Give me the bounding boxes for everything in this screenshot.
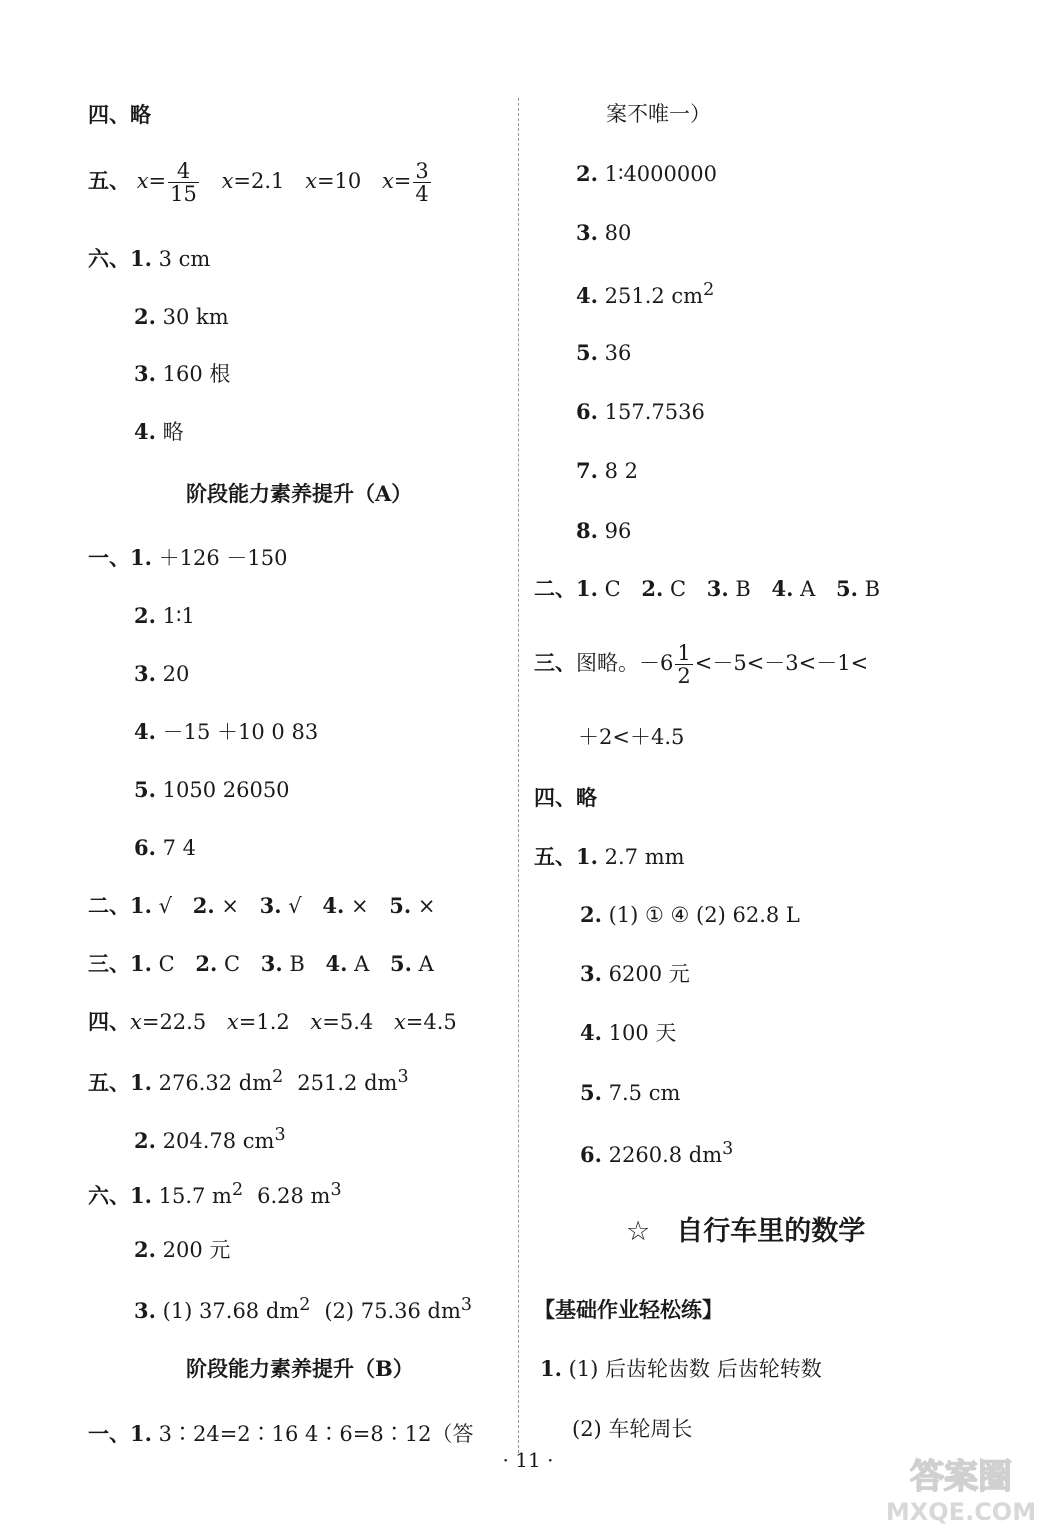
- answer-b-1-2: 2. 1∶4000000: [576, 161, 717, 186]
- section-title-a: 阶段能力素养提升（A）: [186, 481, 413, 506]
- answer-b-1-3: 3. 80: [576, 220, 632, 245]
- answer-a-5-2: 2. 204.78 $cm^3$: [134, 1125, 286, 1153]
- section-title-b: 阶段能力素养提升（B）: [186, 1356, 414, 1381]
- fraction: $\frac{4}{15}$: [170, 159, 197, 207]
- svg-text:答案圈: 答案圈: [910, 1457, 1012, 1497]
- answer-b-1-1-continued: 案不唯一）: [606, 102, 711, 126]
- answer-b-1-1: 一、1. 3∶24=2∶16 4∶6=8∶12（答: [88, 1421, 474, 1446]
- answer-basic-1-2: (2) 车轮周长: [572, 1417, 693, 1441]
- answer-6-2: 2. 30 km: [134, 304, 229, 329]
- answer-6-1: 六、1. 3 cm: [88, 246, 211, 271]
- answer-b-1-4: 4. 251.2 $cm^2$: [576, 280, 715, 308]
- answer-b-5-6: 6. 2260.8 $dm^3$: [580, 1139, 734, 1167]
- answer-b-3: 三、图略。－6 $\frac{1}{2}$ <－5<－3<－1<: [534, 641, 869, 689]
- answer-a-1-5: 5. 1050 26050: [134, 777, 290, 802]
- answer-a-6-2: 2. 200 元: [134, 1237, 231, 1262]
- page-number: · 11 ·: [502, 1448, 554, 1472]
- fraction: $\frac{1}{2}$: [677, 641, 691, 689]
- answer-b-1-8: 8. 96: [576, 518, 632, 543]
- answer-b-1-6: 6. 157.7536: [576, 399, 705, 424]
- answer-b-1-7: 7. 8 2: [576, 458, 639, 483]
- subsection-title: 【基础作业轻松练】: [534, 1297, 723, 1322]
- answer-b-5-3: 3. 6200 元: [580, 961, 690, 986]
- answer-a-6-1: 六、1. 15.7 $m^2$ 6.28 $m^3$: [88, 1180, 342, 1208]
- svg-text:MXQE.COM: MXQE.COM: [885, 1498, 1037, 1526]
- fraction: $\frac{3}{4}$: [415, 159, 429, 207]
- answer-5-equations: 五、 x= $\frac{4}{15}$ x=2.1 x=10 x= $\frac{3}{4}$: [88, 159, 429, 207]
- answer-b-2: 二、1. C 2. C 3. B 4. A 5. B: [534, 576, 881, 601]
- chapter-title: ☆ 自行车里的数学: [626, 1216, 866, 1247]
- answer-a-1-2: 2. 1∶1: [134, 603, 195, 628]
- watermark-icon: [876, 1448, 1046, 1528]
- answer-b-4: 四、略: [534, 785, 597, 810]
- answer-6-3: 3. 160 根: [134, 361, 231, 386]
- answer-b-5-4: 4. 100 天: [580, 1020, 677, 1045]
- answer-b-5-1: 五、1. 2.7 mm: [534, 844, 685, 869]
- answer-b-5-2: 2. (1) ① ④ (2) 62.8 L: [580, 902, 800, 927]
- answer-b-1-5: 5. 36: [576, 340, 632, 365]
- watermark-logo: [876, 1448, 1046, 1528]
- star-icon: ☆: [626, 1216, 651, 1247]
- answer-a-4: 四、x=22.5 x=1.2 x=5.4 x=4.5: [88, 1009, 457, 1034]
- answer-a-3: 三、1. C 2. C 3. B 4. A 5. A: [88, 951, 434, 976]
- answer-b-3-continued: ＋2<＋4.5: [578, 725, 685, 749]
- answer-a-1-4: 4. －15 ＋10 0 83: [134, 719, 319, 744]
- answer-a-1-1: 一、1. ＋126 －150: [88, 545, 288, 570]
- answer-a-5-1: 五、1. 276.32 $dm^2$ 251.2 $dm^3$: [88, 1067, 409, 1095]
- answer-6-4: 4. 略: [134, 419, 184, 444]
- answer-basic-1-1: 1. (1) 后齿轮齿数 后齿轮转数: [540, 1356, 822, 1381]
- answer-a-6-3: 3. (1) 37.68 $dm^2$ (2) 75.36 $dm^3$: [134, 1295, 473, 1323]
- column-divider: [518, 98, 519, 1453]
- answer-a-2: 二、1. √ 2. × 3. √ 4. × 5. ×: [88, 893, 436, 918]
- answer-4: 四、略: [88, 102, 151, 127]
- answer-a-1-3: 3. 20: [134, 661, 190, 686]
- answer-b-5-5: 5. 7.5 cm: [580, 1080, 681, 1105]
- answer-a-1-6: 6. 7 4: [134, 835, 197, 860]
